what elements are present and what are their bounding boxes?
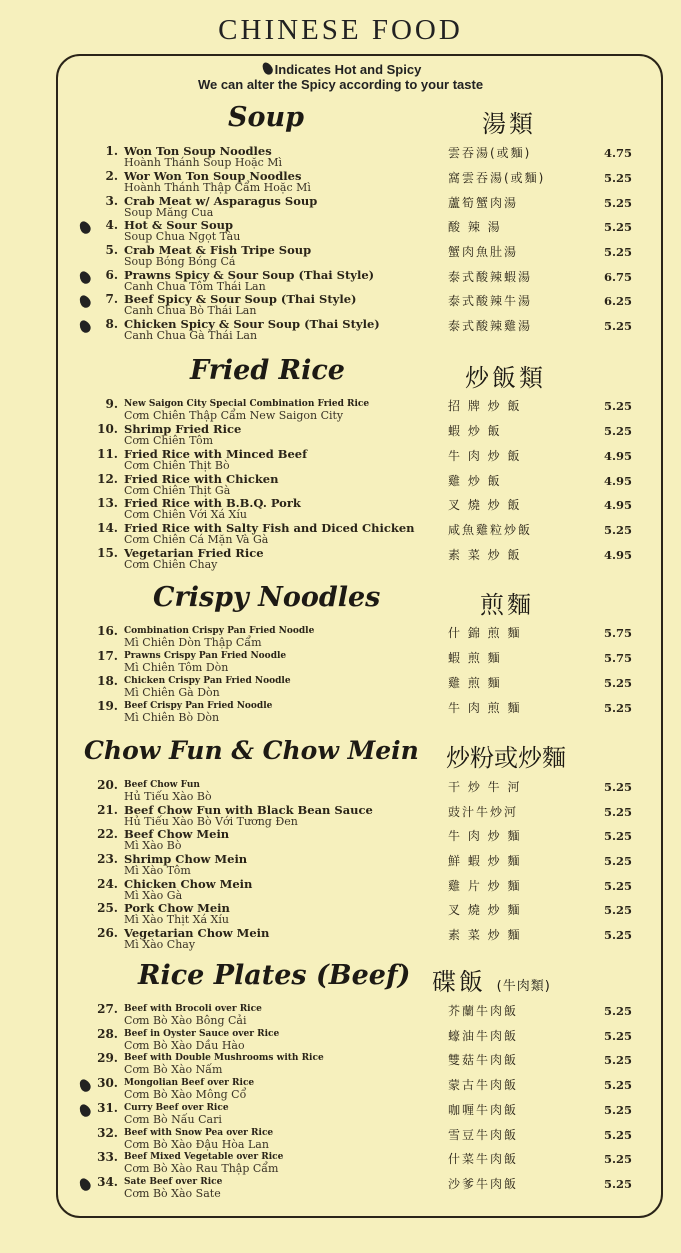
item-number: 6.: [105, 268, 118, 282]
section-cn-fried-rice: 炒飯類: [465, 364, 546, 392]
item-price: 5.25: [604, 1128, 633, 1142]
menu-item: [70, 1002, 640, 1028]
item-name: Shrimp Fried Rice: [124, 422, 242, 436]
item-name: Wor Won Ton Soup Noodles: [124, 169, 302, 183]
chili-pepper-icon: [77, 318, 92, 334]
item-vietnamese-name: Cơm Bò Xào Đậu Hòa Lan: [124, 1138, 269, 1151]
item-number: 12.: [97, 472, 118, 486]
item-vietnamese-name: Mì Chiên Gà Dòn: [124, 686, 220, 699]
item-name: Pork Chow Mein: [124, 901, 230, 915]
chili-pepper-icon: [260, 61, 274, 77]
item-name: Prawns Spicy & Sour Soup (Thai Style): [124, 268, 375, 282]
item-number: 27.: [97, 1002, 118, 1016]
item-name: Beef Spicy & Sour Soup (Thai Style): [124, 292, 357, 306]
item-number: 23.: [97, 852, 118, 866]
item-vietnamese-name: Canh Chua Gà Thái Lan: [124, 329, 258, 342]
item-chinese-name: 素 菜 炒 麵: [448, 928, 522, 942]
item-chinese-name: 雞 片 炒 麵: [448, 879, 522, 893]
item-chinese-name: 雲吞湯(或麵): [448, 146, 532, 160]
menu-item: [70, 877, 640, 903]
item-price: 5.25: [604, 829, 633, 843]
item-price: 5.25: [604, 245, 633, 259]
item-chinese-name: 招 牌 炒 飯: [448, 399, 522, 413]
item-number: 3.: [105, 194, 118, 208]
item-chinese-name: 干 炒 牛 河: [448, 780, 522, 794]
section-cn-rice-plates-note: (牛肉類): [496, 979, 551, 994]
item-number: 13.: [97, 496, 118, 510]
item-number: 29.: [97, 1051, 118, 1065]
chili-pepper-icon: [77, 219, 92, 235]
item-chinese-name: 蠔油牛肉飯: [448, 1029, 519, 1043]
item-name: Shrimp Chow Mein: [124, 852, 248, 866]
item-name: Crab Meat & Fish Tripe Soup: [124, 243, 312, 257]
item-chinese-name: 牛 肉 炒 飯: [448, 449, 522, 463]
item-price: 5.25: [604, 780, 633, 794]
item-price: 5.25: [604, 1103, 633, 1117]
item-chinese-name: 咖喱牛肉飯: [448, 1103, 519, 1117]
item-price: 5.25: [604, 1053, 633, 1067]
item-vietnamese-name: Cơm Bò Xào Dầu Hào: [124, 1039, 245, 1052]
item-chinese-name: 雙菇牛肉飯: [448, 1053, 519, 1067]
item-chinese-name: 沙爹牛肉飯: [448, 1177, 519, 1191]
item-name: Beef Crispy Pan Fried Noodle: [124, 701, 273, 711]
item-price: 5.25: [604, 1078, 633, 1092]
item-name: Fried Rice with Chicken: [124, 472, 279, 486]
menu-item: [70, 901, 640, 927]
item-name: New Saigon City Special Combination Fried Rice: [124, 399, 370, 409]
item-price: 5.25: [604, 854, 633, 868]
item-price: 4.95: [604, 498, 633, 512]
item-number: 11.: [97, 447, 118, 461]
item-name: Beef Chow Fun with Black Bean Sauce: [124, 803, 373, 817]
menu-item: [70, 778, 640, 804]
item-number: 20.: [97, 778, 118, 792]
menu-item: [70, 422, 640, 448]
item-chinese-name: 蒙古牛肉飯: [448, 1078, 519, 1092]
item-vietnamese-name: Mì Xào Chay: [124, 938, 196, 951]
item-price: 5.25: [604, 171, 633, 185]
menu-item: [70, 1027, 640, 1053]
item-number: 16.: [97, 624, 118, 638]
menu-item: [70, 472, 640, 498]
item-name: Mongolian Beef over Rice: [124, 1078, 255, 1088]
menu-item: [70, 852, 640, 878]
item-number: 15.: [97, 546, 118, 560]
item-number: 34.: [97, 1175, 118, 1189]
item-price: 5.25: [604, 1029, 633, 1043]
section-cn-soup: 湯類: [482, 110, 536, 138]
menu-item: [70, 292, 640, 318]
item-vietnamese-name: Cơm Bò Xào Mông Cổ: [124, 1088, 247, 1101]
item-name: Vegetarian Fried Rice: [124, 546, 264, 560]
item-name: Combination Crispy Pan Fried Noodle: [124, 626, 315, 636]
item-price: 5.25: [604, 879, 633, 893]
item-price: 5.25: [604, 399, 633, 413]
menu-item: [70, 926, 640, 952]
item-chinese-name: 泰式酸辣蝦湯: [448, 270, 533, 284]
section-title-rice-plates: Rice Plates (Beef): [138, 960, 411, 991]
item-chinese-name: 素 菜 炒 飯: [448, 548, 522, 562]
menu-item: [70, 194, 640, 220]
item-vietnamese-name: Cơm Bò Xào Sate: [124, 1187, 221, 1200]
item-number: 22.: [97, 827, 118, 841]
item-chinese-name: 牛 肉 炒 麵: [448, 829, 522, 843]
item-vietnamese-name: Mì Xào Thịt Xá Xíu: [124, 913, 229, 926]
item-number: 4.: [105, 218, 118, 232]
item-price: 5.25: [604, 196, 633, 210]
item-number: 7.: [105, 292, 118, 306]
menu-item: [70, 144, 640, 170]
hot-note-text: Indicates Hot and Spicy: [274, 62, 422, 77]
menu-item: [70, 624, 640, 650]
chili-pepper-icon: [77, 1176, 92, 1192]
menu-item: [70, 521, 640, 547]
item-vietnamese-name: Soup Chua Ngọt Tàu: [124, 230, 241, 243]
item-price: 4.95: [604, 449, 633, 463]
item-name: Curry Beef over Rice: [124, 1103, 229, 1113]
item-chinese-name: 豉汁牛炒河: [448, 805, 519, 819]
item-chinese-name: 蝦 煎 麵: [448, 651, 502, 665]
menu-item: [70, 243, 640, 269]
item-price: 5.75: [604, 626, 633, 640]
item-name: Chicken Spicy & Sour Soup (Thai Style): [124, 317, 380, 331]
menu-item: [70, 1150, 640, 1176]
item-number: 1.: [105, 144, 118, 158]
item-price: 4.95: [604, 474, 633, 488]
item-vietnamese-name: Cơm Chiên Thịt Bò: [124, 459, 230, 472]
item-number: 8.: [105, 317, 118, 331]
item-price: 5.25: [604, 928, 633, 942]
item-name: Beef with Double Mushrooms with Rice: [124, 1053, 324, 1063]
menu-item: [70, 1101, 640, 1127]
item-vietnamese-name: Cơm Bò Nấu Cari: [124, 1113, 222, 1126]
item-number: 32.: [97, 1126, 118, 1140]
item-vietnamese-name: Soup Măng Cua: [124, 206, 214, 219]
menu-item: [70, 218, 640, 244]
menu-item: [70, 803, 640, 829]
menu-item: [70, 1126, 640, 1152]
menu-item: [70, 1051, 640, 1077]
item-name: Fried Rice with Salty Fish and Diced Chicken: [124, 521, 415, 535]
item-name: Fried Rice with Minced Beef: [124, 447, 308, 461]
item-chinese-name: 酸 辣 湯: [448, 220, 502, 234]
menu-item: [70, 827, 640, 853]
item-vietnamese-name: Mì Xào Tôm: [124, 864, 191, 877]
item-price: 5.25: [604, 701, 633, 715]
item-price: 5.25: [604, 319, 633, 333]
section-cn-rice-plates: [432, 962, 551, 997]
item-price: 5.25: [604, 523, 633, 537]
item-number: 28.: [97, 1027, 118, 1041]
item-number: 9.: [105, 397, 118, 411]
item-price: 5.25: [604, 424, 633, 438]
menu-item: [70, 649, 640, 675]
hot-note: [0, 62, 681, 92]
item-chinese-name: 雞 煎 麵: [448, 676, 502, 690]
item-chinese-name: 什菜牛肉飯: [448, 1152, 519, 1166]
menu-item: [70, 268, 640, 294]
item-number: 17.: [97, 649, 118, 663]
chili-pepper-icon: [77, 269, 92, 285]
item-price: 5.25: [604, 220, 633, 234]
item-name: Chicken Crispy Pan Fried Noodle: [124, 676, 291, 686]
item-price: 5.25: [604, 1004, 633, 1018]
menu-item: [70, 674, 640, 700]
menu-item: [70, 447, 640, 473]
item-number: 5.: [105, 243, 118, 257]
item-vietnamese-name: Cơm Chiên Tôm: [124, 434, 214, 447]
section-cn-rice-plates-main: 碟飯: [432, 968, 486, 996]
item-vietnamese-name: Hoành Thánh Soup Hoặc Mì: [124, 156, 283, 169]
item-number: 25.: [97, 901, 118, 915]
item-chinese-name: 叉 燒 炒 飯: [448, 498, 522, 512]
item-vietnamese-name: Hoành Thánh Thập Cẩm Hoặc Mì: [124, 181, 311, 194]
item-price: 6.25: [604, 294, 633, 308]
menu-item: [70, 169, 640, 195]
menu-item: [70, 1175, 640, 1201]
item-number: 2.: [105, 169, 118, 183]
menu-item: [70, 1076, 640, 1102]
item-name: Beef Chow Mein: [124, 827, 230, 841]
item-name: Vegetarian Chow Mein: [124, 926, 270, 940]
item-vietnamese-name: Cơm Chiên Chay: [124, 558, 218, 571]
item-name: Beef Chow Fun: [124, 780, 200, 790]
item-price: 5.25: [604, 1177, 633, 1191]
item-chinese-name: 泰式酸辣雞湯: [448, 319, 533, 333]
item-chinese-name: 叉 燒 炒 麵: [448, 903, 522, 917]
item-chinese-name: 窩雲吞湯(或麵): [448, 171, 546, 185]
item-chinese-name: 鮮 蝦 炒 麵: [448, 854, 522, 868]
menu-item: [70, 699, 640, 725]
menu-item: [70, 317, 640, 343]
item-vietnamese-name: Cơm Chiên Cá Mặn Và Gà: [124, 533, 269, 546]
item-vietnamese-name: Cơm Bò Xào Bông Cải: [124, 1014, 247, 1027]
item-name: Won Ton Soup Noodles: [124, 144, 272, 158]
page-title: CHINESE FOOD: [218, 14, 463, 46]
item-vietnamese-name: Hủ Tiếu Xào Bò: [124, 790, 212, 803]
item-number: 26.: [97, 926, 118, 940]
item-chinese-name: 蘆筍蟹肉湯: [448, 196, 519, 210]
section-title-fried-rice: Fried Rice: [190, 355, 345, 386]
item-price: 5.25: [604, 903, 633, 917]
item-price: 5.25: [604, 676, 633, 690]
item-number: 30.: [97, 1076, 118, 1090]
item-vietnamese-name: Canh Chua Tôm Thái Lan: [124, 280, 266, 293]
section-title-chow-fun: Chow Fun & Chow Mein: [84, 736, 419, 765]
item-vietnamese-name: Cơm Bò Xào Rau Thập Cẩm: [124, 1162, 279, 1175]
item-name: Beef with Brocoli over Rice: [124, 1004, 262, 1014]
item-vietnamese-name: Cơm Chiên Thập Cẩm New Saigon City: [124, 409, 344, 422]
item-number: 19.: [97, 699, 118, 713]
item-number: 33.: [97, 1150, 118, 1164]
item-name: Beef in Oyster Sauce over Rice: [124, 1029, 280, 1039]
item-vietnamese-name: Cơm Chiên Thịt Gà: [124, 484, 231, 497]
item-chinese-name: 牛 肉 煎 麵: [448, 701, 522, 715]
item-name: Crab Meat w/ Asparagus Soup: [124, 194, 318, 208]
item-price: 5.25: [604, 805, 633, 819]
item-vietnamese-name: Mì Xào Gà: [124, 889, 183, 902]
item-vietnamese-name: Cơm Bò Xào Nấm: [124, 1063, 223, 1076]
chili-pepper-icon: [77, 1077, 92, 1093]
item-vietnamese-name: Mì Chiên Bò Dòn: [124, 711, 220, 724]
menu-item: [70, 397, 640, 423]
item-vietnamese-name: Soup Bóng Bóng Cá: [124, 255, 236, 268]
menu-item: [70, 546, 640, 572]
item-vietnamese-name: Mì Chiên Tôm Dòn: [124, 661, 229, 674]
item-number: 14.: [97, 521, 118, 535]
item-chinese-name: 什 錦 煎 麵: [448, 626, 522, 640]
section-cn-chow-fun: 炒粉或炒麵: [446, 744, 566, 772]
section-title-soup: Soup: [228, 102, 305, 133]
item-price: 4.95: [604, 548, 633, 562]
item-chinese-name: 咸魚雞粒炒飯: [448, 523, 533, 537]
item-price: 4.75: [604, 146, 633, 160]
item-chinese-name: 芥蘭牛肉飯: [448, 1004, 519, 1018]
item-name: Hot & Sour Soup: [124, 218, 234, 232]
section-title-crispy-noodles: Crispy Noodles: [153, 582, 381, 613]
item-number: 31.: [97, 1101, 118, 1115]
item-chinese-name: 蝦 炒 飯: [448, 424, 502, 438]
alter-note-text: We can alter the Spicy according to your taste: [197, 77, 484, 92]
item-number: 24.: [97, 877, 118, 891]
item-name: Sate Beef over Rice: [124, 1177, 223, 1187]
item-name: Beef Mixed Vegetable over Rice: [124, 1152, 284, 1162]
item-price: 5.25: [604, 1152, 633, 1166]
item-vietnamese-name: Cơm Chiên Với Xá Xíu: [124, 508, 247, 521]
item-vietnamese-name: Mì Chiên Dòn Thập Cẩm: [124, 636, 262, 649]
item-chinese-name: 雪豆牛肉飯: [448, 1128, 519, 1142]
item-chinese-name: 泰式酸辣牛湯: [448, 294, 533, 308]
chili-pepper-icon: [77, 293, 92, 309]
menu-item: [70, 496, 640, 522]
item-name: Beef with Snow Pea over Rice: [124, 1128, 274, 1138]
item-number: 21.: [97, 803, 118, 817]
item-vietnamese-name: Mì Xào Bò: [124, 839, 182, 852]
chili-pepper-icon: [77, 1102, 92, 1118]
section-cn-crispy-noodles: 煎麵: [480, 591, 534, 619]
item-number: 18.: [97, 674, 118, 688]
item-price: 6.75: [604, 270, 633, 284]
item-vietnamese-name: Hủ Tiếu Xào Bò Với Tương Đen: [124, 815, 298, 828]
item-price: 5.75: [604, 651, 633, 665]
item-number: 10.: [97, 422, 118, 436]
item-chinese-name: 雞 炒 飯: [448, 474, 502, 488]
item-name: Fried Rice with B.B.Q. Pork: [124, 496, 301, 510]
item-vietnamese-name: Canh Chua Bò Thái Lan: [124, 304, 257, 317]
item-name: Prawns Crispy Pan Fried Noodle: [124, 651, 287, 661]
item-chinese-name: 蟹肉魚肚湯: [448, 245, 519, 259]
item-name: Chicken Chow Mein: [124, 877, 253, 891]
